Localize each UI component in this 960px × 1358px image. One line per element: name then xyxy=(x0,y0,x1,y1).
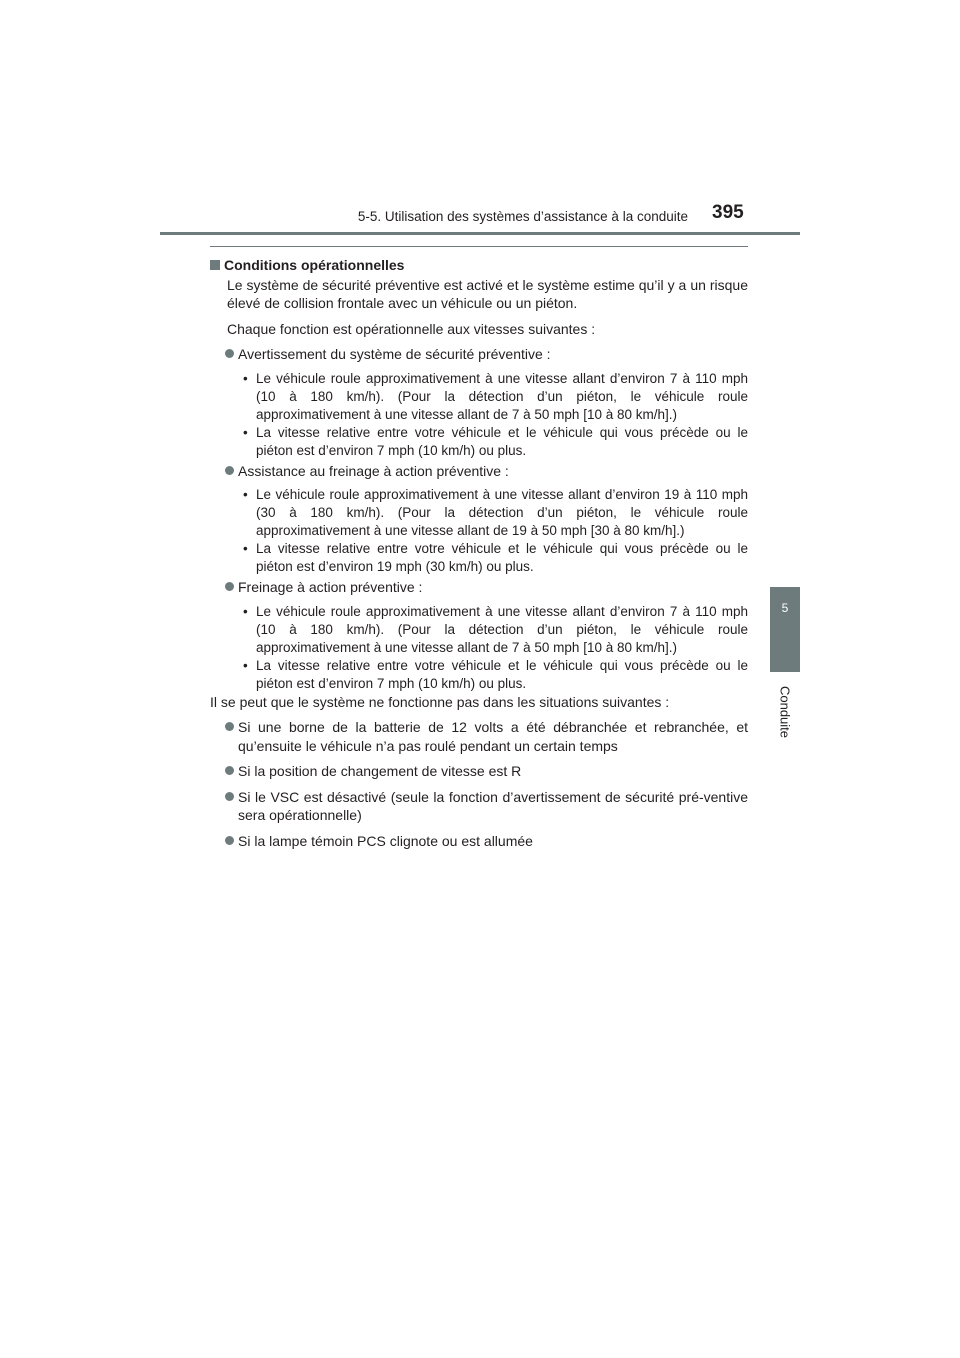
sub-item xyxy=(210,486,748,540)
chapter-label: Conduite xyxy=(777,685,793,739)
sub-item-text: La vitesse relative entre votre véhicule et le véhicule qui vous précède ou le piéton est d’environ 19 mph (30 km/h) ou plus. xyxy=(256,541,748,574)
chapter-number: 5 xyxy=(781,601,789,615)
sub-item-text: La vitesse relative entre votre véhicule et le véhicule qui vous précède ou le piéton est d’environ 7 mph (10 km/h) ou plus. xyxy=(256,424,748,458)
dot-bullet-icon: • xyxy=(243,487,248,502)
circle-bullet-icon xyxy=(225,466,234,475)
circle-bullet-icon xyxy=(225,582,234,591)
page-content xyxy=(210,256,748,850)
situation-item xyxy=(210,762,748,781)
sub-item xyxy=(210,657,748,693)
circle-bullet-icon xyxy=(225,349,234,358)
not-working-intro: Il se peut que le système ne fonctionne pas dans les situations suivantes : xyxy=(210,693,670,710)
circle-bullet-icon xyxy=(225,836,234,845)
section-heading xyxy=(210,256,748,275)
circle-bullet-icon xyxy=(225,766,234,775)
circle-bullet-icon xyxy=(225,722,234,731)
section-heading-text: Conditions opérationnelles xyxy=(224,257,405,273)
sub-item xyxy=(210,424,748,460)
dot-bullet-icon: • xyxy=(243,541,248,556)
function-item xyxy=(210,578,748,597)
function-item xyxy=(210,345,748,364)
dot-bullet-icon: • xyxy=(243,370,248,386)
square-bullet-icon xyxy=(210,260,220,270)
function-title: Assistance au freinage à action préventive : xyxy=(238,462,509,479)
sub-item xyxy=(210,540,748,576)
dot-bullet-icon: • xyxy=(243,657,248,673)
sub-item-text: Le véhicule roule approximativement à une vitesse allant d’environ 19 à 110 mph (30 à 180 km/h). (Pour la détection d’un piéton, le véhicule roule approximativement à une vitesse allant de 19 à 50 mph [30 à 80 km/h].) xyxy=(256,487,748,538)
situation-item xyxy=(210,832,748,851)
section-title: 5-5. Utilisation des systèmes d’assistance à la conduite xyxy=(357,209,688,224)
page-number: 395 xyxy=(712,202,744,223)
situation-text: Si une borne de la batterie de 12 volts a été débranchée et rebranchée, et qu’ensuite le véhicule n’a pas roulé pendant un certain temps xyxy=(238,719,748,754)
section-rule xyxy=(210,246,748,247)
situation-item xyxy=(210,718,748,755)
header-rule xyxy=(160,232,800,235)
sub-item-text: Le véhicule roule approximativement à une vitesse allant d’environ 7 à 110 mph (10 à 180 km/h). (Pour la détection d’un piéton, le véhicule roule approximativement à une vitesse allant de 7 à 50 mph [10 à 80 km/h].) xyxy=(256,603,748,655)
sub-item xyxy=(210,603,748,657)
function-title: Avertissement du système de sécurité préventive : xyxy=(238,346,551,362)
intro-paragraph: Le système de sécurité préventive est activé et le système estime qu’il y a un risque élevé de collision frontale avec un véhicule ou un piéton. xyxy=(227,276,748,311)
sub-item-text: Le véhicule roule approximativement à une vitesse allant d’environ 7 à 110 mph (10 à 180 km/h). (Pour la détection d’un piéton, le véhicule roule approximativement à une vitesse allant de 7 à 50 mph [10 à 80 km/h].) xyxy=(256,370,748,422)
function-title: Freinage à action préventive : xyxy=(238,579,423,595)
situation-text: Si la lampe témoin PCS clignote ou est allumée xyxy=(238,832,533,849)
dot-bullet-icon: • xyxy=(243,424,248,440)
dot-bullet-icon: • xyxy=(243,603,248,619)
circle-bullet-icon xyxy=(225,792,234,801)
chapter-tab xyxy=(770,587,800,672)
situation-text: Si la position de changement de vitesse est R xyxy=(238,763,522,779)
situation-text: Si le VSC est désactivé (seule la fonction d’avertissement de sécurité pré-ventive sera opérationnelle) xyxy=(238,788,748,823)
function-item xyxy=(210,462,748,481)
sub-item xyxy=(210,370,748,424)
sub-item-text: La vitesse relative entre votre véhicule et le véhicule qui vous précède ou le piéton est d’environ 7 mph (10 km/h) ou plus. xyxy=(256,657,748,691)
situation-item xyxy=(210,788,748,825)
speeds-intro: Chaque fonction est opérationnelle aux vitesses suivantes : xyxy=(227,320,596,337)
